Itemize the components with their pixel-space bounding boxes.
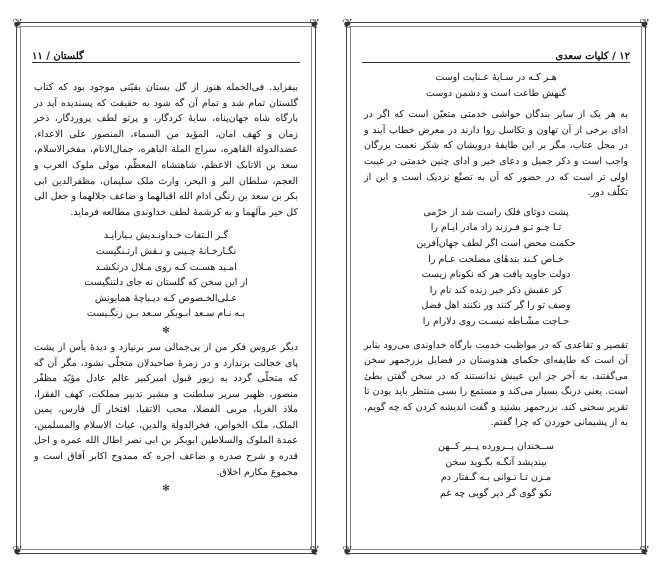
verse-line: گـر الـتفات خـداونـدیش بـیارایـد — [103, 230, 229, 242]
corner-ornament-icon: ❦ — [342, 544, 353, 559]
paragraph: به هر یک از سایر بندگان حواشی خدمتی متعیّن است که اگر در ادای برخی از آن تهاون و تکاسل روا دارند در معرض خطاب آیند و در محل عتاب، مگر بر این طایفهٔ درویشان که شکر نعمت بزرگان واجب است و ذکر جمیل و دعای خیر و ادای چنین خدمتی در غیبت اولی تر است که در حضور که آن به تصنّع نزدیک است و این از تکلّف دور. — [364, 109, 628, 199]
corner-ornament-icon: ❦ — [12, 544, 23, 559]
page-header — [32, 48, 300, 63]
page-number: ۱۲ — [619, 51, 630, 62]
verse-line: دولت جاوید یافت هر که نکونام زیست — [421, 269, 571, 281]
verse-block — [364, 205, 628, 330]
section-separator-icon: ✻ — [162, 484, 170, 495]
verse-line: ســخندان پــرورده پــیر کــهن — [437, 441, 555, 453]
verse-block — [364, 439, 628, 501]
verse-block — [364, 70, 628, 101]
verse-line: نکو گوی گر دیر گویی چه غم — [440, 487, 552, 499]
verse-line: خـاص کـند بندهٔای مصلحت عـام را — [428, 253, 564, 265]
page-body — [364, 70, 628, 501]
paragraph: دیگر عروس فکر من از بی‌جمالی سر برنیارد و دیدهٔ یأس از پشت پای خجالت برندارد و در زمرهٔ صاحبدلان متجلّی نشود، مگر آن گه که متحلّی گردد به زیور قبول امیرکبیر عالم عادل مؤیّد مظفّر منصور، ظهیر سریر سلطنت و مشیر تدبیر مملکت، کهف الفقرا، ملاذ الغربا، مربی الفضلا، محب الاتقیا، افتخار آل فارس، یمین الملک، ملک الخواص، فخرالدولة والدین، غیاث الاسلام والمسلمین، عمدة الملوک والسلاطین ابوبکر بن ابی نصر اطال الله عمره و اجل قدره و شرح صدره و ضاعف اجره که ممدوح اکابر آفاق است و مجموع مکارم اخلاق. — [34, 341, 298, 478]
paragraph: تقصیر و تقاعدی که در مواظبت خدمت بارگاه خداوندی می‌رود بنابر آن است که طایفه‌ای حکمای هندوستان در فضایل بزرجمهر سخن می‌گفتند، به آخر جز این عیبش ندانستند که در سخن گفتن بطیٔ است. یعنی درنگ بسیار می‌کند و مستمع را بسی منتظر باید بودن تا تقریر سخنی کند. بزرجمهر بشنید و گفت اندیشه کردن که چه گویم، به از پشیمانی خوردن که چرا گفتم. — [364, 339, 628, 429]
paragraph: بیفزاید. فی‌الجمله هنوز از گل بستان بقیّتی موجود بود که کتاب گلستان تمام شد و تمام آن گه شود به حقیقت که پسندیده آید در بارگاه شاه جهان‌پناه، سایهٔ کردگار، و پرتو لطف پروردگار، ذخر زمان و کهف امان، المؤید من السماء، المنصور علی الاعداء، عضدالدولة القاهره، سراج الملة الباهره، جمال‌الانام، مفخرالاسلام، سعد بن الاتابک الاعظم، شاهنشاه المعظّم، مولی ملوک العرب و العجم، سلطان البر و البحر، وارث ملک سلیمان، مظفرالدین ابی بکر بن سعد بن زنگی ادام الله اقبالهما و ضاعف جلالهما و جعل الی کل خیر مآلهما و به کرشمهٔ لطف خداوندی مطالعه فرماید. — [34, 82, 298, 218]
verse-line: گنهش طاعت است و دشمن دوست — [426, 87, 566, 99]
page-left — [8, 14, 324, 562]
corner-ornament-icon: ❦ — [12, 17, 23, 32]
corner-ornament-icon: ❦ — [342, 17, 353, 32]
corner-ornament-icon: ❦ — [309, 544, 320, 559]
page-header — [362, 48, 630, 63]
running-title: گلستان / ۱۱ — [32, 51, 84, 62]
page-number: ۱۱ — [32, 51, 43, 62]
verse-line: وصف تو را گر کنند ور نکنند اهل فضل — [421, 300, 571, 312]
header-title: گلستان — [53, 51, 84, 62]
verse-line: مـزن تـا تـوانی بـه گـفتار دم — [440, 472, 552, 484]
verse-line: کز عقبش ذکر خیر زنده کند نام را — [429, 284, 563, 296]
verse-block — [34, 228, 298, 322]
verse-line: هـر کـه در سـایهٔ عـنایت اوست — [435, 72, 557, 83]
verse-line: بیندیشد آنگـه بگـوید سخن — [445, 456, 547, 468]
corner-ornament-icon: ❦ — [309, 17, 320, 32]
section-separator-icon: ✻ — [162, 325, 170, 336]
page-right — [338, 14, 654, 562]
page-body — [34, 80, 298, 498]
verse-line: حکمت محض است اگر لطف جهان‌آفرین — [416, 237, 576, 249]
header-title: کلیات سعدی — [555, 51, 609, 62]
verse-line: عـلی‌الخـصوص کـه دیـباچهٔ همایونش — [94, 292, 238, 304]
verse-line: تـا چـو تـو فـرزند زاد مادر ایـام را — [430, 222, 562, 234]
running-title: ۱۲ / کلیات سعدی — [555, 51, 630, 62]
corner-ornament-icon: ❦ — [639, 544, 650, 559]
verse-line: از این سخن که گلستان نه جای دلتنگیست — [84, 277, 248, 289]
verse-line: امـید هسـت کـه روی مـلال درنکشـد — [95, 261, 237, 273]
verse-line: بـه نـام سـعد ابـوبکر سـعد بـن زنگـیست — [86, 308, 246, 320]
verse-line: حـاجت مشّـاطه نیسـت روی دلارام را — [422, 315, 570, 327]
verse-line: نگـارخـانهٔ چـینی و نـقش ارتـنگیست — [95, 245, 237, 257]
corner-ornament-icon: ❦ — [639, 17, 650, 32]
verse-line: پشت دوتای فلک راست شد از خرّمی — [423, 206, 569, 218]
